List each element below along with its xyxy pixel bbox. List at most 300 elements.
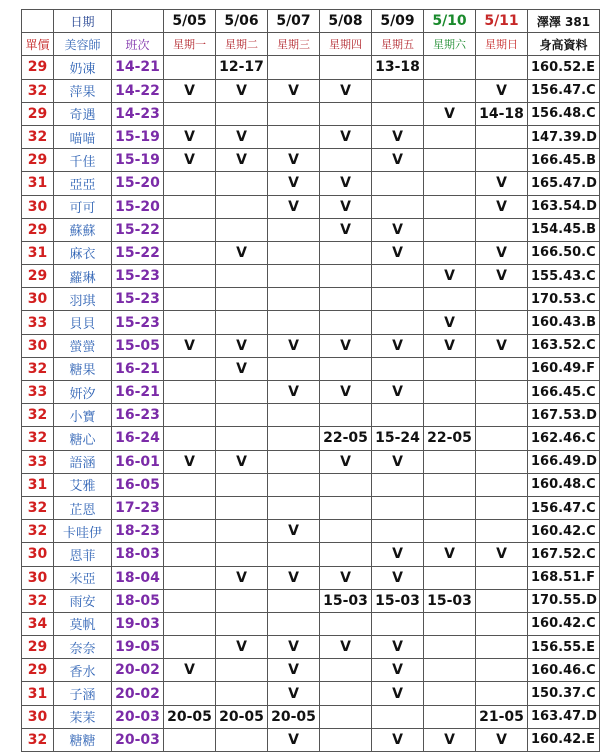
day-cell-fri: V bbox=[372, 125, 424, 148]
price-cell: 29 bbox=[22, 102, 54, 125]
body-info-cell: 160.48.C bbox=[528, 473, 600, 496]
day-cell-sun bbox=[476, 218, 528, 241]
shift-cell: 15-22 bbox=[112, 218, 164, 241]
price-cell: 33 bbox=[22, 381, 54, 404]
stylist-name-cell: 貝貝 bbox=[54, 311, 112, 334]
day-cell-wed: V bbox=[268, 334, 320, 357]
day-cell-sun bbox=[476, 56, 528, 79]
price-cell: 31 bbox=[22, 473, 54, 496]
day-cell-sun: V bbox=[476, 265, 528, 288]
day-cell-wed bbox=[268, 357, 320, 380]
price-cell: 31 bbox=[22, 682, 54, 705]
day-cell-mon bbox=[164, 682, 216, 705]
day-cell-fri: 15-24 bbox=[372, 427, 424, 450]
day-cell-fri bbox=[372, 496, 424, 519]
stylist-name-cell: 萍果 bbox=[54, 79, 112, 102]
day-cell-sun: V bbox=[476, 195, 528, 218]
shift-cell: 15-19 bbox=[112, 125, 164, 148]
day-cell-wed bbox=[268, 125, 320, 148]
date-label: 日期 bbox=[54, 10, 112, 33]
day-cell-sat bbox=[424, 450, 476, 473]
table-row bbox=[22, 195, 600, 218]
price-cell: 30 bbox=[22, 543, 54, 566]
day-cell-sun bbox=[476, 566, 528, 589]
price-cell: 29 bbox=[22, 659, 54, 682]
day-cell-wed: V bbox=[268, 682, 320, 705]
day-cell-tue bbox=[216, 381, 268, 404]
day-cell-thu bbox=[320, 265, 372, 288]
date-cell-sat: 5/10 bbox=[424, 10, 476, 33]
shift-cell: 20-03 bbox=[112, 705, 164, 728]
table-row bbox=[22, 566, 600, 589]
stylist-name-cell: 可可 bbox=[54, 195, 112, 218]
day-cell-mon bbox=[164, 288, 216, 311]
day-cell-mon: V bbox=[164, 79, 216, 102]
body-info-cell: 150.37.C bbox=[528, 682, 600, 705]
day-cell-mon: V bbox=[164, 149, 216, 172]
day-cell-tue bbox=[216, 172, 268, 195]
day-cell-sat bbox=[424, 149, 476, 172]
day-cell-wed bbox=[268, 427, 320, 450]
day-cell-sun: 14-18 bbox=[476, 102, 528, 125]
day-cell-tue: V bbox=[216, 149, 268, 172]
table-row bbox=[22, 149, 600, 172]
body-info-cell: 154.45.B bbox=[528, 218, 600, 241]
table-row bbox=[22, 357, 600, 380]
day-cell-fri: 13-18 bbox=[372, 56, 424, 79]
day-cell-fri bbox=[372, 357, 424, 380]
stylist-name-cell: 艾雅 bbox=[54, 473, 112, 496]
day-cell-sun bbox=[476, 682, 528, 705]
day-cell-mon: V bbox=[164, 125, 216, 148]
day-cell-fri bbox=[372, 79, 424, 102]
price-cell: 31 bbox=[22, 241, 54, 264]
stylist-name-cell: 卡哇伊 bbox=[54, 520, 112, 543]
day-cell-tue: V bbox=[216, 334, 268, 357]
day-cell-thu bbox=[320, 357, 372, 380]
day-cell-mon bbox=[164, 589, 216, 612]
day-cell-sat bbox=[424, 195, 476, 218]
price-header: 單價 bbox=[22, 33, 54, 56]
day-cell-tue bbox=[216, 265, 268, 288]
table-row bbox=[22, 589, 600, 612]
day-cell-sun bbox=[476, 450, 528, 473]
table-row bbox=[22, 427, 600, 450]
day-cell-sun bbox=[476, 612, 528, 635]
date-header-row bbox=[22, 10, 600, 33]
day-cell-tue bbox=[216, 102, 268, 125]
day-cell-sun bbox=[476, 659, 528, 682]
day-cell-sat bbox=[424, 496, 476, 519]
day-cell-wed bbox=[268, 265, 320, 288]
day-cell-sat bbox=[424, 172, 476, 195]
day-cell-fri bbox=[372, 195, 424, 218]
body-info-header: 身高資料 bbox=[528, 33, 600, 56]
day-cell-tue bbox=[216, 195, 268, 218]
day-cell-sun: 21-05 bbox=[476, 705, 528, 728]
shift-cell: 15-20 bbox=[112, 195, 164, 218]
day-cell-sat bbox=[424, 473, 476, 496]
day-cell-wed bbox=[268, 56, 320, 79]
day-cell-fri: V bbox=[372, 218, 424, 241]
date-cell-thu: 5/08 bbox=[320, 10, 372, 33]
day-cell-thu bbox=[320, 473, 372, 496]
body-info-cell: 156.47.C bbox=[528, 496, 600, 519]
body-info-cell: 156.47.C bbox=[528, 79, 600, 102]
weekday-thu: 星期四 bbox=[320, 33, 372, 56]
price-cell: 30 bbox=[22, 195, 54, 218]
day-cell-sat: 22-05 bbox=[424, 427, 476, 450]
schedule-table bbox=[21, 9, 600, 752]
day-cell-thu bbox=[320, 705, 372, 728]
shift-cell: 16-21 bbox=[112, 381, 164, 404]
day-cell-sun bbox=[476, 288, 528, 311]
shift-cell: 16-23 bbox=[112, 404, 164, 427]
price-cell: 32 bbox=[22, 728, 54, 751]
table-row bbox=[22, 404, 600, 427]
day-cell-tue: V bbox=[216, 636, 268, 659]
day-cell-mon bbox=[164, 172, 216, 195]
table-row bbox=[22, 543, 600, 566]
schedule-body bbox=[22, 10, 600, 752]
weekday-sun: 星期日 bbox=[476, 33, 528, 56]
shift-cell: 20-03 bbox=[112, 728, 164, 751]
day-cell-sun bbox=[476, 427, 528, 450]
table-row bbox=[22, 125, 600, 148]
stylist-name-cell: 螢螢 bbox=[54, 334, 112, 357]
day-cell-thu bbox=[320, 543, 372, 566]
price-cell: 30 bbox=[22, 705, 54, 728]
shift-cell: 18-05 bbox=[112, 589, 164, 612]
day-cell-tue: V bbox=[216, 566, 268, 589]
day-cell-sat: V bbox=[424, 543, 476, 566]
day-cell-tue: V bbox=[216, 79, 268, 102]
day-cell-sat bbox=[424, 79, 476, 102]
price-cell: 32 bbox=[22, 496, 54, 519]
price-cell: 32 bbox=[22, 125, 54, 148]
day-cell-fri: V bbox=[372, 728, 424, 751]
day-cell-wed: V bbox=[268, 172, 320, 195]
body-info-cell: 156.55.E bbox=[528, 636, 600, 659]
day-cell-wed: V bbox=[268, 149, 320, 172]
day-cell-mon bbox=[164, 218, 216, 241]
stylist-name-cell: 蘇蘇 bbox=[54, 218, 112, 241]
day-cell-tue bbox=[216, 218, 268, 241]
price-cell: 32 bbox=[22, 520, 54, 543]
day-cell-fri: V bbox=[372, 450, 424, 473]
day-cell-sun bbox=[476, 149, 528, 172]
day-cell-sun bbox=[476, 125, 528, 148]
shift-header: 班次 bbox=[112, 33, 164, 56]
stylist-name-cell: 芷恩 bbox=[54, 496, 112, 519]
day-cell-wed bbox=[268, 496, 320, 519]
day-cell-sun: V bbox=[476, 728, 528, 751]
day-cell-wed bbox=[268, 218, 320, 241]
stylist-name-cell: 米亞 bbox=[54, 566, 112, 589]
shift-cell: 15-22 bbox=[112, 241, 164, 264]
day-cell-wed bbox=[268, 288, 320, 311]
day-cell-tue: 20-05 bbox=[216, 705, 268, 728]
body-info-cell: 170.55.D bbox=[528, 589, 600, 612]
day-cell-fri bbox=[372, 311, 424, 334]
date-cell-sun: 5/11 bbox=[476, 10, 528, 33]
body-info-cell: 163.52.C bbox=[528, 334, 600, 357]
shift-cell: 20-02 bbox=[112, 659, 164, 682]
day-cell-thu: V bbox=[320, 125, 372, 148]
table-row bbox=[22, 265, 600, 288]
day-cell-thu bbox=[320, 520, 372, 543]
day-cell-sat bbox=[424, 566, 476, 589]
stylist-name-cell: 雨安 bbox=[54, 589, 112, 612]
day-cell-thu bbox=[320, 288, 372, 311]
day-cell-sun bbox=[476, 636, 528, 659]
table-row bbox=[22, 79, 600, 102]
day-cell-sat bbox=[424, 682, 476, 705]
day-cell-thu bbox=[320, 241, 372, 264]
day-cell-tue: V bbox=[216, 357, 268, 380]
shift-cell: 17-23 bbox=[112, 496, 164, 519]
shift-cell: 16-24 bbox=[112, 427, 164, 450]
day-cell-fri: V bbox=[372, 241, 424, 264]
body-info-cell: 147.39.D bbox=[528, 125, 600, 148]
price-cell: 33 bbox=[22, 450, 54, 473]
shift-cell: 15-23 bbox=[112, 265, 164, 288]
price-cell: 32 bbox=[22, 79, 54, 102]
stylist-name-cell: 糖糖 bbox=[54, 728, 112, 751]
price-cell: 29 bbox=[22, 265, 54, 288]
day-cell-sat: V bbox=[424, 728, 476, 751]
body-info-cell: 162.46.C bbox=[528, 427, 600, 450]
shift-cell: 19-05 bbox=[112, 636, 164, 659]
day-cell-wed bbox=[268, 473, 320, 496]
day-cell-wed bbox=[268, 404, 320, 427]
shift-cell: 19-03 bbox=[112, 612, 164, 635]
day-cell-tue bbox=[216, 288, 268, 311]
day-cell-fri: V bbox=[372, 381, 424, 404]
table-row bbox=[22, 705, 600, 728]
day-cell-sat: V bbox=[424, 334, 476, 357]
stylist-header: 美容師 bbox=[54, 33, 112, 56]
blank-cell bbox=[112, 10, 164, 33]
day-cell-fri bbox=[372, 265, 424, 288]
day-cell-tue bbox=[216, 496, 268, 519]
day-cell-fri bbox=[372, 102, 424, 125]
body-info-cell: 160.46.C bbox=[528, 659, 600, 682]
day-cell-fri: 15-03 bbox=[372, 589, 424, 612]
body-info-cell: 166.50.C bbox=[528, 241, 600, 264]
day-cell-fri: V bbox=[372, 334, 424, 357]
price-cell: 34 bbox=[22, 612, 54, 635]
day-cell-sun bbox=[476, 357, 528, 380]
day-cell-tue bbox=[216, 311, 268, 334]
day-cell-wed: V bbox=[268, 195, 320, 218]
body-info-cell: 156.48.C bbox=[528, 102, 600, 125]
day-cell-tue bbox=[216, 589, 268, 612]
shift-cell: 18-04 bbox=[112, 566, 164, 589]
body-info-cell: 160.42.C bbox=[528, 612, 600, 635]
table-row bbox=[22, 381, 600, 404]
day-cell-sun: V bbox=[476, 172, 528, 195]
stylist-name-cell: 羽琪 bbox=[54, 288, 112, 311]
day-cell-fri bbox=[372, 288, 424, 311]
day-cell-sun: V bbox=[476, 543, 528, 566]
stylist-name-cell: 香水 bbox=[54, 659, 112, 682]
stylist-name-cell: 恩菲 bbox=[54, 543, 112, 566]
table-row bbox=[22, 172, 600, 195]
table-row bbox=[22, 311, 600, 334]
stylist-name-cell: 子涵 bbox=[54, 682, 112, 705]
body-info-cell: 170.53.C bbox=[528, 288, 600, 311]
stylist-name-cell: 奶凍 bbox=[54, 56, 112, 79]
day-cell-fri: V bbox=[372, 149, 424, 172]
weekday-tue: 星期二 bbox=[216, 33, 268, 56]
date-cell-tue: 5/06 bbox=[216, 10, 268, 33]
day-cell-mon bbox=[164, 102, 216, 125]
shift-cell: 15-05 bbox=[112, 334, 164, 357]
day-cell-sun bbox=[476, 589, 528, 612]
shift-cell: 16-21 bbox=[112, 357, 164, 380]
shift-cell: 15-23 bbox=[112, 288, 164, 311]
body-info-cell: 160.49.F bbox=[528, 357, 600, 380]
day-cell-fri: V bbox=[372, 682, 424, 705]
day-cell-sun bbox=[476, 473, 528, 496]
day-cell-mon bbox=[164, 56, 216, 79]
body-info-cell: 168.51.F bbox=[528, 566, 600, 589]
price-cell: 30 bbox=[22, 334, 54, 357]
day-cell-thu: V bbox=[320, 195, 372, 218]
day-cell-fri bbox=[372, 473, 424, 496]
table-row bbox=[22, 636, 600, 659]
day-cell-thu bbox=[320, 728, 372, 751]
day-cell-tue: V bbox=[216, 241, 268, 264]
stylist-name-cell: 茉茉 bbox=[54, 705, 112, 728]
body-info-cell: 166.45.C bbox=[528, 381, 600, 404]
day-cell-sun bbox=[476, 381, 528, 404]
body-info-cell: 155.43.C bbox=[528, 265, 600, 288]
body-info-cell: 165.47.D bbox=[528, 172, 600, 195]
shift-cell: 16-01 bbox=[112, 450, 164, 473]
price-cell: 29 bbox=[22, 149, 54, 172]
day-cell-tue bbox=[216, 728, 268, 751]
day-cell-mon bbox=[164, 357, 216, 380]
table-row bbox=[22, 450, 600, 473]
price-cell: 33 bbox=[22, 311, 54, 334]
day-cell-fri: V bbox=[372, 566, 424, 589]
day-cell-wed bbox=[268, 450, 320, 473]
day-cell-sat: V bbox=[424, 311, 476, 334]
weekday-fri: 星期五 bbox=[372, 33, 424, 56]
day-cell-thu: V bbox=[320, 172, 372, 195]
day-cell-wed bbox=[268, 311, 320, 334]
weekday-mon: 星期一 bbox=[164, 33, 216, 56]
stylist-name-cell: 糖果 bbox=[54, 357, 112, 380]
price-cell: 31 bbox=[22, 172, 54, 195]
table-row bbox=[22, 241, 600, 264]
day-cell-thu: 22-05 bbox=[320, 427, 372, 450]
day-cell-fri: V bbox=[372, 659, 424, 682]
day-cell-fri bbox=[372, 705, 424, 728]
table-row bbox=[22, 288, 600, 311]
stylist-name-cell: 千佳 bbox=[54, 149, 112, 172]
day-cell-mon: 20-05 bbox=[164, 705, 216, 728]
day-cell-mon bbox=[164, 195, 216, 218]
price-cell: 30 bbox=[22, 566, 54, 589]
price-cell: 29 bbox=[22, 636, 54, 659]
table-row bbox=[22, 496, 600, 519]
shift-cell: 20-02 bbox=[112, 682, 164, 705]
stylist-name-cell: 蘿琳 bbox=[54, 265, 112, 288]
stylist-name-cell: 喵喵 bbox=[54, 125, 112, 148]
day-cell-wed bbox=[268, 102, 320, 125]
day-cell-thu: V bbox=[320, 381, 372, 404]
day-cell-tue bbox=[216, 682, 268, 705]
weekday-wed: 星期三 bbox=[268, 33, 320, 56]
day-cell-mon: V bbox=[164, 659, 216, 682]
day-cell-tue bbox=[216, 427, 268, 450]
day-cell-mon bbox=[164, 427, 216, 450]
day-cell-sat bbox=[424, 357, 476, 380]
day-cell-sun bbox=[476, 311, 528, 334]
shift-cell: 14-22 bbox=[112, 79, 164, 102]
day-cell-thu: V bbox=[320, 218, 372, 241]
day-cell-mon bbox=[164, 543, 216, 566]
day-cell-sat bbox=[424, 612, 476, 635]
body-info-cell: 166.49.D bbox=[528, 450, 600, 473]
body-info-cell: 167.53.D bbox=[528, 404, 600, 427]
date-cell-wed: 5/07 bbox=[268, 10, 320, 33]
stylist-name-cell: 奈奈 bbox=[54, 636, 112, 659]
shift-cell: 14-21 bbox=[112, 56, 164, 79]
day-cell-fri bbox=[372, 520, 424, 543]
day-cell-mon: V bbox=[164, 334, 216, 357]
table-row bbox=[22, 520, 600, 543]
shift-cell: 15-19 bbox=[112, 149, 164, 172]
body-info-cell: 163.54.D bbox=[528, 195, 600, 218]
day-cell-sat: 15-03 bbox=[424, 589, 476, 612]
table-row bbox=[22, 473, 600, 496]
shift-cell: 15-20 bbox=[112, 172, 164, 195]
day-cell-thu: V bbox=[320, 566, 372, 589]
day-cell-thu bbox=[320, 404, 372, 427]
day-cell-tue bbox=[216, 543, 268, 566]
stylist-name-cell: 亞亞 bbox=[54, 172, 112, 195]
day-cell-tue: V bbox=[216, 125, 268, 148]
table-row bbox=[22, 56, 600, 79]
day-cell-tue bbox=[216, 659, 268, 682]
stylist-name-cell: 語涵 bbox=[54, 450, 112, 473]
day-cell-mon: V bbox=[164, 450, 216, 473]
day-cell-thu bbox=[320, 659, 372, 682]
day-cell-sat: V bbox=[424, 265, 476, 288]
day-cell-thu bbox=[320, 311, 372, 334]
day-cell-wed: V bbox=[268, 728, 320, 751]
price-cell: 29 bbox=[22, 56, 54, 79]
day-cell-wed bbox=[268, 543, 320, 566]
blank-cell bbox=[22, 10, 54, 33]
day-cell-mon bbox=[164, 496, 216, 519]
table-row bbox=[22, 659, 600, 682]
day-cell-fri bbox=[372, 172, 424, 195]
day-cell-sun bbox=[476, 496, 528, 519]
body-info-cell: 167.52.C bbox=[528, 543, 600, 566]
shift-cell: 16-05 bbox=[112, 473, 164, 496]
day-cell-fri bbox=[372, 612, 424, 635]
day-cell-fri: V bbox=[372, 636, 424, 659]
day-cell-thu bbox=[320, 149, 372, 172]
price-cell: 32 bbox=[22, 589, 54, 612]
day-cell-tue bbox=[216, 520, 268, 543]
day-cell-wed: V bbox=[268, 566, 320, 589]
